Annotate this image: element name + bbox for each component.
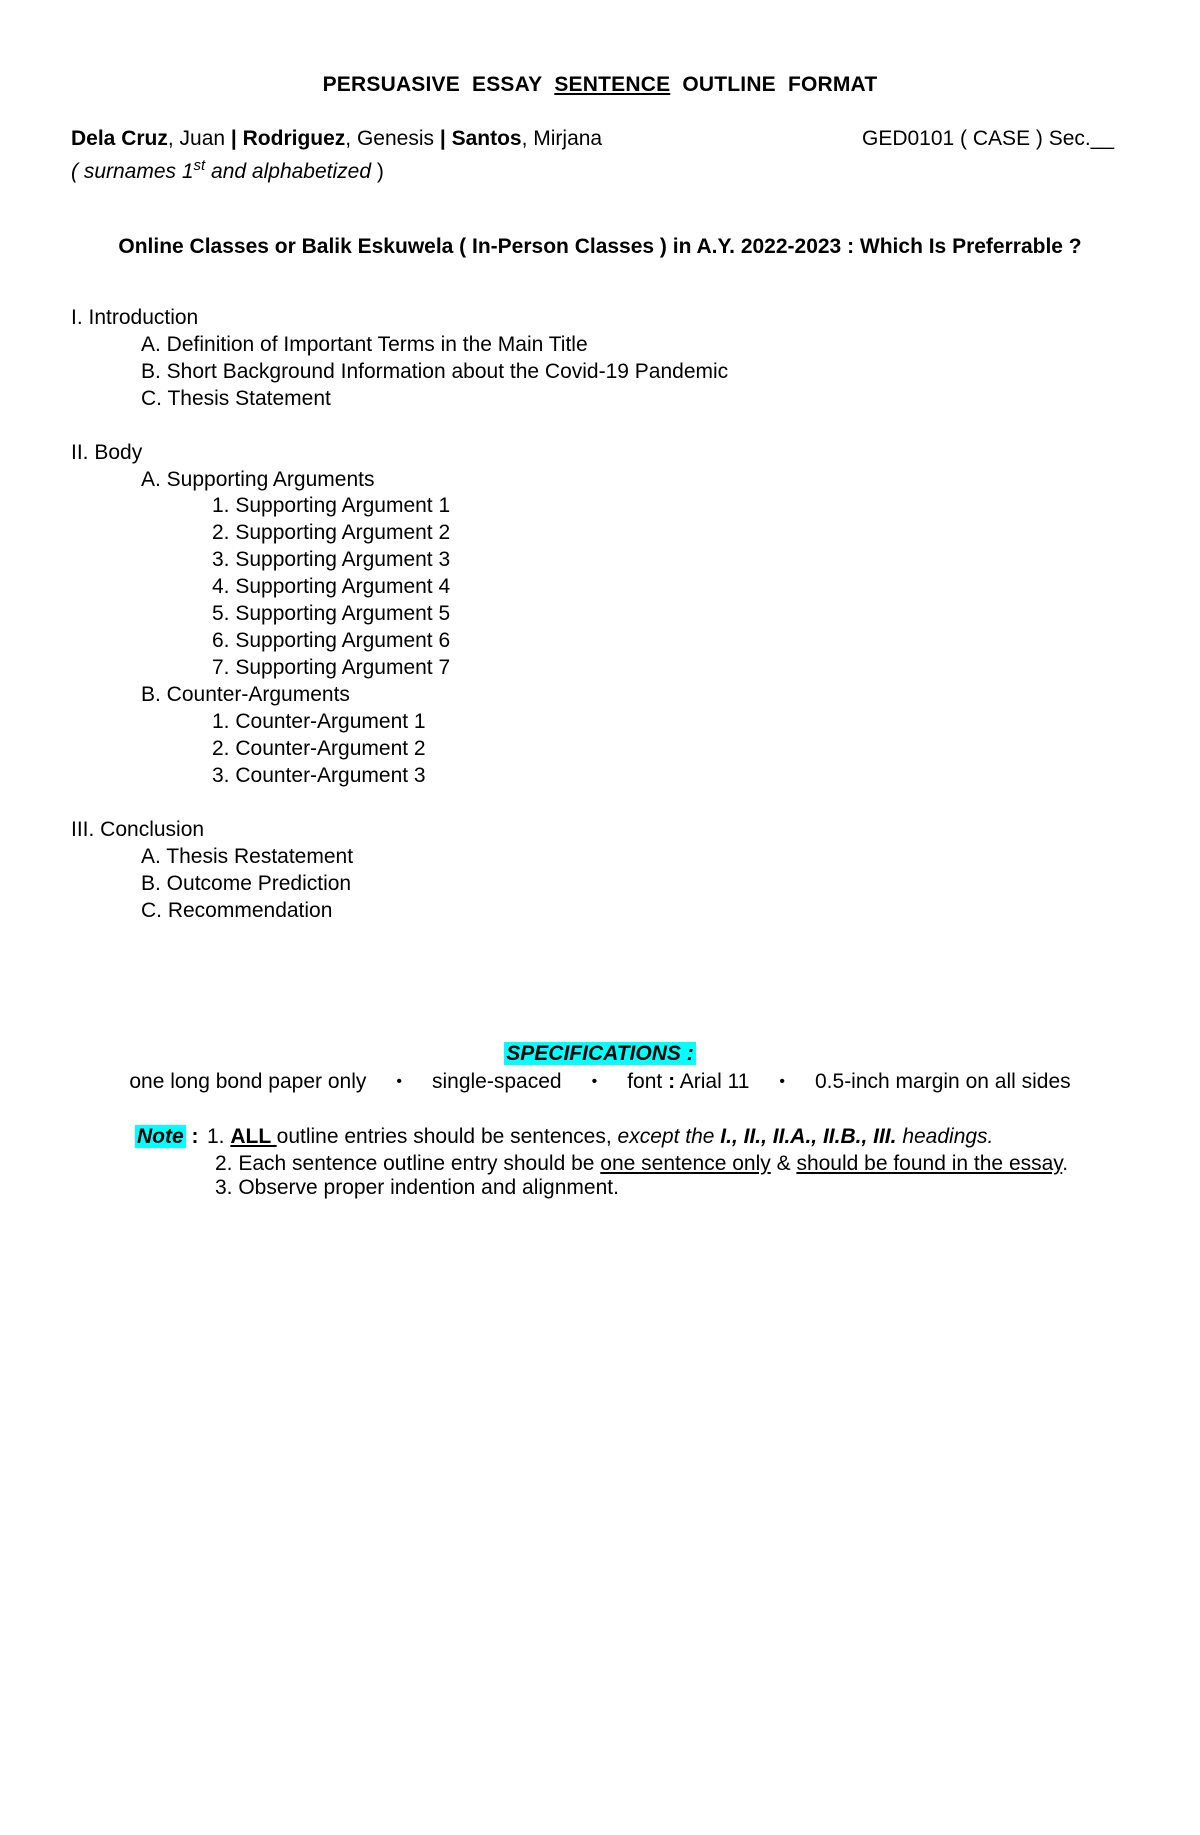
title-word: ESSAY [472, 73, 543, 96]
surname-note-text: and alphabetized [205, 160, 372, 183]
outline-item: C. Recommendation [141, 899, 333, 922]
note-number: 2. [215, 1152, 239, 1175]
essay-title: Online Classes or Balik Eskuwela ( In-Person Classes ) in A.Y. 2022-2023 : Which Is Preferrable ? [118, 235, 1082, 258]
outline-item: 3. Counter-Argument 3 [212, 764, 426, 787]
note-text-italic: except the [617, 1125, 721, 1148]
author-given-name: , Juan [167, 127, 231, 150]
note-underlined: should be found in the essay [796, 1152, 1063, 1175]
note-text: outline entries should be sentences, [276, 1125, 618, 1148]
course-section: GED0101 ( CASE ) Sec.__ [862, 127, 1115, 150]
author-surname: Santos [451, 127, 522, 150]
author-given-name: , Mirjana [521, 127, 603, 150]
outline-heading-body: II. Body [71, 441, 143, 464]
author-surname: Rodriguez [242, 127, 346, 150]
author-given-name: , Genesis [345, 127, 440, 150]
note-underlined: one sentence only [600, 1152, 771, 1175]
bullet-icon: • [779, 1073, 785, 1090]
author-separator: | [230, 127, 243, 150]
outline-item: B. Outcome Prediction [141, 872, 352, 895]
title-word: FORMAT [787, 73, 878, 96]
surname-note-text: ( surnames 1 [71, 160, 194, 183]
outline-item: 5. Supporting Argument 5 [212, 602, 451, 625]
outline-item: 1. Supporting Argument 1 [212, 494, 451, 517]
document-title [0, 74, 1200, 95]
title-word: PERSUASIVE [322, 73, 460, 96]
note-item-3: 3. Observe proper indention and alignment. [215, 1176, 619, 1199]
author-surname: Dela Cruz [71, 127, 168, 150]
note-item-2 [215, 1153, 1068, 1174]
specifications-heading-text: SPECIFICATIONS : [506, 1042, 694, 1065]
title-word: OUTLINE [682, 73, 776, 96]
surname-note [71, 158, 384, 182]
specifications-line [0, 1071, 1200, 1092]
note-label-colon: : [185, 1125, 199, 1148]
surname-note-paren: ) [371, 160, 384, 183]
outline-item: A. Thesis Restatement [141, 845, 354, 868]
spec-item: single-spaced [431, 1070, 562, 1093]
outline-heading-introduction: I. Introduction [71, 306, 199, 329]
spec-item-font [627, 1070, 749, 1093]
specifications-heading [0, 1043, 1200, 1064]
outline-item: 4. Supporting Argument 4 [212, 575, 451, 598]
outline-heading-conclusion: III. Conclusion [71, 818, 205, 841]
note-headings: I., II., II.A., II.B., III. [720, 1125, 897, 1148]
bullet-icon: • [396, 1073, 402, 1090]
note-label-text: Note [137, 1125, 184, 1148]
spec-item: one long bond paper only [129, 1070, 367, 1093]
spec-font-value: Arial 11 [675, 1070, 750, 1093]
spec-font-colon: : [668, 1070, 676, 1093]
note-item-1 [207, 1126, 993, 1147]
surname-note-superscript: st [193, 157, 206, 174]
note-text: & [770, 1152, 797, 1175]
outline-item: 6. Supporting Argument 6 [212, 629, 451, 652]
outline-subheading-supporting: A. Supporting Arguments [141, 468, 375, 491]
note-text: Each sentence outline entry should be [238, 1152, 601, 1175]
bullet-icon: • [591, 1073, 598, 1090]
outline-subheading-counter: B. Counter-Arguments [141, 683, 350, 706]
author-line [71, 128, 602, 149]
spec-font-label: font [627, 1070, 669, 1093]
note-emphasis: ALL [230, 1125, 277, 1148]
spec-item: 0.5-inch margin on all sides [815, 1070, 1071, 1093]
author-separator: | [439, 127, 452, 150]
outline-item: B. Short Background Information about the Covid-19 Pandemic [141, 360, 729, 383]
note-text-italic: headings. [896, 1125, 994, 1148]
outline-item: 7. Supporting Argument 7 [212, 656, 451, 679]
outline-item: A. Definition of Important Terms in the Main Title [141, 333, 588, 356]
title-word-underlined: SENTENCE [554, 73, 671, 96]
note-number: 1. [207, 1125, 231, 1148]
note-text: . [1062, 1152, 1069, 1175]
note-label [135, 1126, 199, 1147]
outline-item: 2. Counter-Argument 2 [212, 737, 426, 760]
outline-item: C. Thesis Statement [141, 387, 331, 410]
outline-item: 3. Supporting Argument 3 [212, 548, 451, 571]
outline-item: 2. Supporting Argument 2 [212, 521, 451, 544]
outline-item: 1. Counter-Argument 1 [212, 710, 426, 733]
